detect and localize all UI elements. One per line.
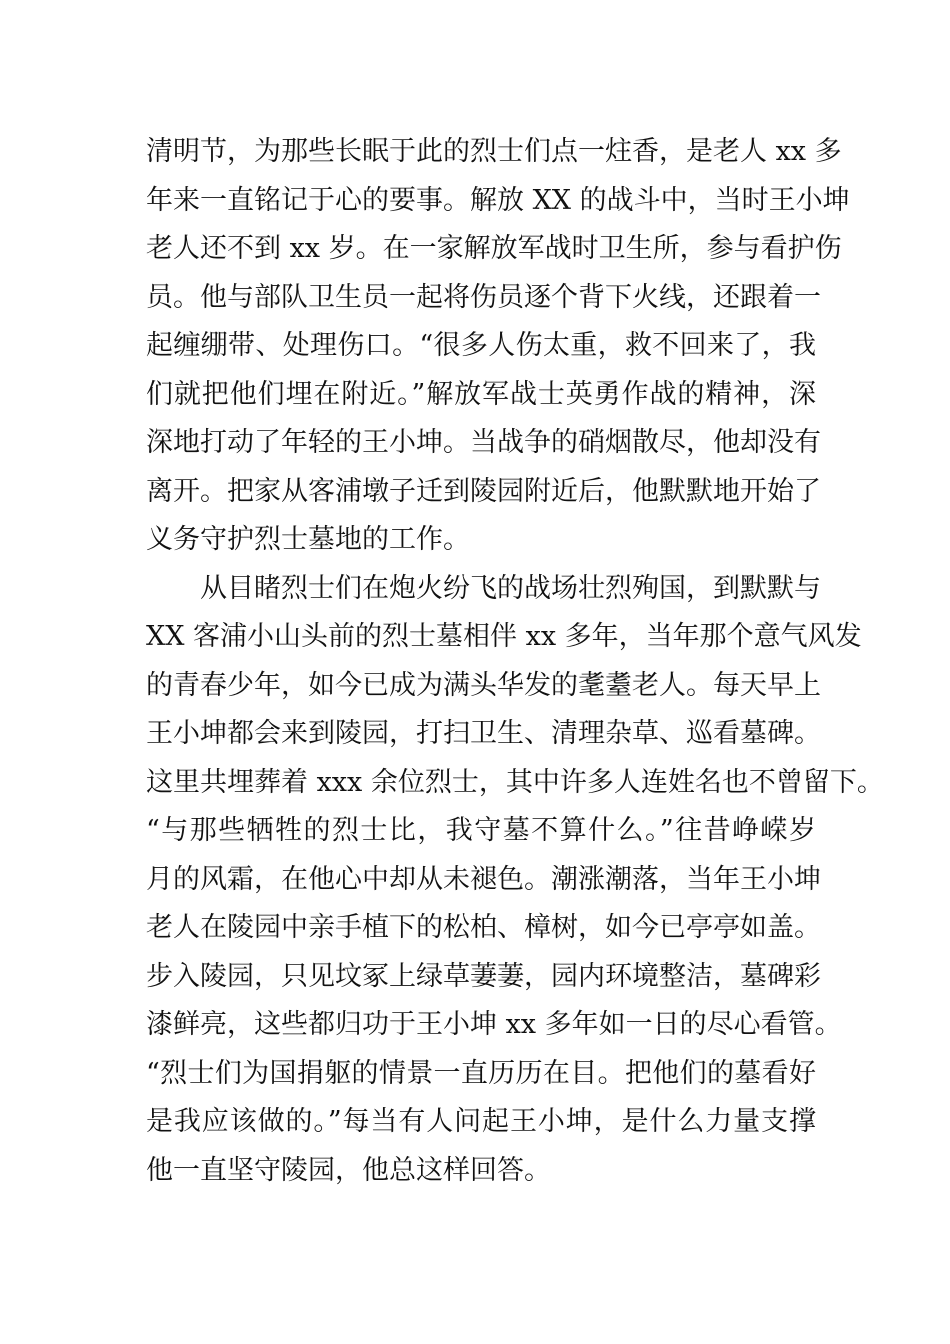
text-line: 们就把他们埋在附近。”解放军战士英勇作战的精神，深 <box>146 378 816 410</box>
body-text <box>146 128 884 1195</box>
text-line: 月的风霜，在他心中却从未褪色。潮涨潮落，当年王小坤 <box>146 863 821 895</box>
text-line: 漆鲜亮，这些都归功于王小坤 xx 多年如一日的尽心看管。 <box>146 1009 842 1040</box>
text-line: 步入陵园，只见坟冢上绿草萋萋，园内环境整洁，墓碑彩 <box>146 960 821 992</box>
paragraph-1 <box>146 128 850 565</box>
text-line: 王小坤都会来到陵园，打扫卫生、清理杂草、巡看墓碑。 <box>146 718 821 749</box>
text-line: 是我应该做的。”每当有人问起王小坤，是什么力量支撑 <box>146 1106 816 1137</box>
text-line: 义务守护烈士墓地的工作。 <box>146 524 470 555</box>
text-line: 老人还不到 xx 岁。在一家解放军战时卫生所，参与看护伤 <box>146 233 842 264</box>
text-line: 清明节，为那些长眠于此的烈士们点一炷香，是老人 xx 多 <box>146 136 842 167</box>
text-line: 年来一直铭记于心的要事。解放 XX 的战斗中，当时王小坤 <box>146 184 850 216</box>
text-line: 深地打动了年轻的王小坤。当战争的硝烟散尽，他却没有 <box>146 427 821 458</box>
text-line: 员。他与部队卫生员一起将伤员逐个背下火线，还跟着一 <box>146 281 821 313</box>
text-line: 离开。把家从客浦墩子迁到陵园附近后，他默默地开始了 <box>146 475 821 507</box>
text-line: 起缠绷带、处理伤口。“很多人伤太重，救不回来了，我 <box>146 330 816 361</box>
text-line: 从目睹烈士们在炮火纷飞的战场壮烈殉国，到默默与 <box>200 572 821 604</box>
text-line: XX 客浦小山头前的烈士墓相伴 xx 多年，当年那个意气风发 <box>146 621 862 652</box>
text-line: 老人在陵园中亲手植下的松柏、樟树，如今已亭亭如盖。 <box>146 912 821 943</box>
text-line: “与那些牺牲的烈士比，我守墓不算什么。”往昔峥嵘岁 <box>146 815 816 846</box>
paragraph-2 <box>146 565 884 1196</box>
text-line: 的青春少年，如今已成为满头华发的耄耋老人。每天早上 <box>146 669 821 701</box>
text-line: 他一直坚守陵园，他总这样回答。 <box>146 1154 551 1186</box>
text-line: “烈士们为国捐躯的情景一直历历在目。把他们的墓看好 <box>146 1057 816 1089</box>
text-line: 这里共埋葬着 xxx 余位烈士，其中许多人连姓名也不曾留下。 <box>146 766 884 798</box>
